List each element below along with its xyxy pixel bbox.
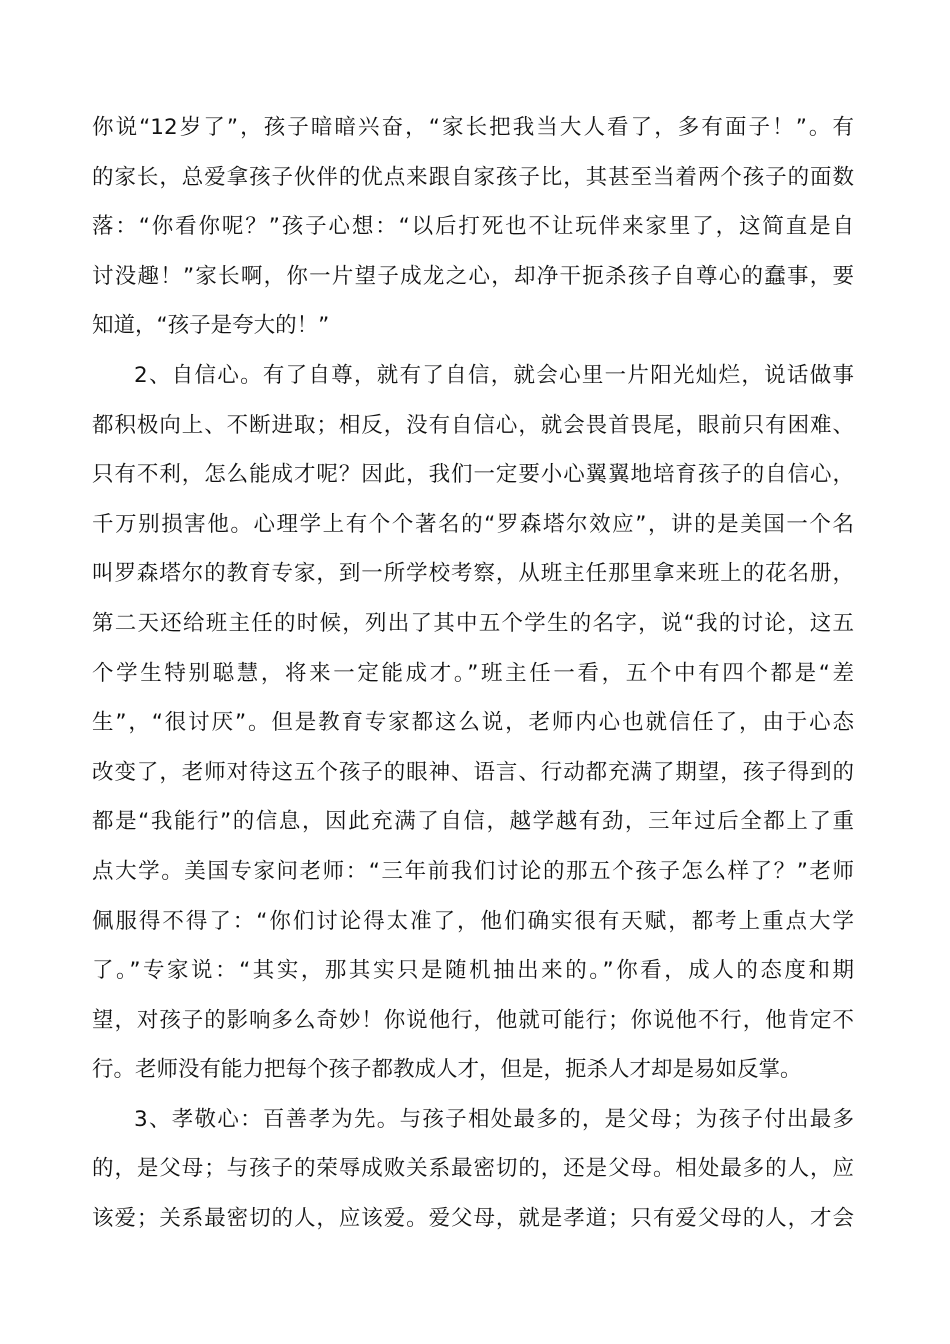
text-line: 3、孝敬心：百善孝为先。与孩子相处最多的，是父母；为孩子付出最多 — [134, 1106, 854, 1132]
text-line: 叫罗森塔尔的教育专家，到一所学校考察，从班主任那里拿来班上的花名册， — [92, 561, 854, 587]
text-line: 你说“12岁了”，孩子暗暗兴奋，“家长把我当大人看了，多有面子！”。有 — [92, 115, 854, 140]
text-line: 个学生特别聪慧，将来一定能成才。”班主任一看，五个中有四个都是“差 — [92, 660, 854, 686]
paragraph-3-filial-piety — [92, 1095, 854, 1244]
paragraph-1-continuation — [92, 103, 854, 351]
text-line: 知道，“孩子是夸大的！” — [92, 313, 330, 339]
paragraph-2-confidence — [92, 351, 854, 1095]
text-line: 讨没趣！”家长啊，你一片望子成龙之心，却净干扼杀孩子自尊心的蠢事，要 — [92, 263, 854, 289]
text-line: 的，是父母；与孩子的荣辱成败关系最密切的，还是父母。相处最多的人，应 — [92, 1156, 854, 1182]
text-line: 都积极向上、不断进取；相反，没有自信心，就会畏首畏尾，眼前只有困难、 — [92, 412, 854, 438]
text-line: 佩服得不得了：“你们讨论得太准了，他们确实很有天赋，都考上重点大学 — [92, 908, 854, 934]
text-line: 改变了，老师对待这五个孩子的眼神、语言、行动都充满了期望，孩子得到的 — [92, 759, 854, 785]
text-line: 只有不利，怎么能成才呢？因此，我们一定要小心翼翼地培育孩子的自信心， — [92, 462, 854, 488]
text-line: 该爱；关系最密切的人，应该爱。爱父母，就是孝道；只有爱父母的人，才会 — [92, 1206, 854, 1232]
text-line: 行。老师没有能力把每个孩子都教成人才，但是，扼杀人才却是易如反掌。 — [92, 1057, 802, 1083]
text-line: 望，对孩子的影响多么奇妙！你说他行，他就可能行；你说他不行，他肯定不 — [92, 1007, 854, 1033]
document-body — [92, 103, 854, 1244]
text-line: 千万别损害他。心理学上有个个著名的“罗森塔尔效应”，讲的是美国一个名 — [92, 511, 854, 537]
text-line: 都是“我能行”的信息，因此充满了自信，越学越有劲，三年过后全都上了重 — [92, 809, 854, 835]
text-line: 生”，“很讨厌”。但是教育专家都这么说，老师内心也就信任了，由于心态 — [92, 710, 854, 736]
text-line: 第二天还给班主任的时候，列出了其中五个学生的名字，说“我的讨论，这五 — [92, 610, 854, 636]
text-line: 点大学。美国专家问老师：“三年前我们讨论的那五个孩子怎么样了？”老师 — [92, 858, 854, 884]
text-line: 了。”专家说：“其实，那其实只是随机抽出来的。”你看，成人的态度和期 — [92, 958, 854, 984]
text-line: 落：“你看你呢？”孩子心想：“以后打死也不让玩伴来家里了，这简直是自 — [92, 214, 854, 240]
text-line: 的家长，总爱拿孩子伙伴的优点来跟自家孩子比，其甚至当着两个孩子的面数 — [92, 164, 854, 190]
text-line: 2、自信心。有了自尊，就有了自信，就会心里一片阳光灿烂，说话做事 — [134, 362, 854, 388]
